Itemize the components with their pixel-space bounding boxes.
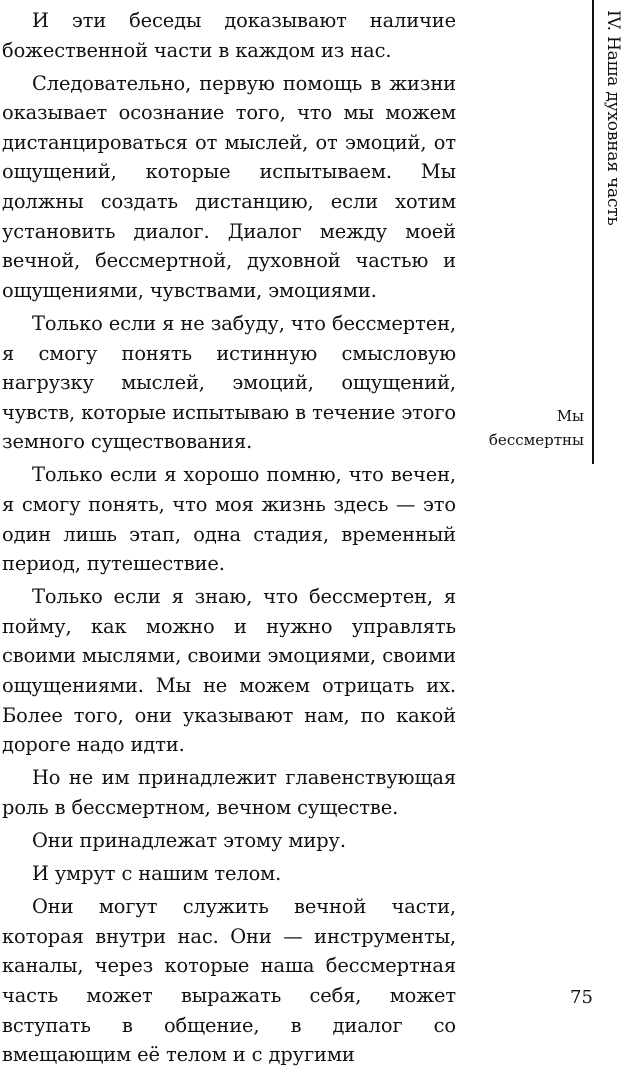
page-number: 75 bbox=[570, 987, 593, 1008]
paragraph-1: И эти беседы доказывают наличие божественной части в каждом из нас. bbox=[2, 9, 456, 62]
paragraph-4: Только если я хорошо помню, что вечен, я смогу понять, что моя жизнь здесь — это один лишь этап, одна стадия, временный период, путешествие. bbox=[2, 463, 456, 576]
margin-note-line-2: бессмертны bbox=[488, 431, 584, 449]
running-head: IV. Наша духовная часть bbox=[603, 10, 623, 226]
paragraph-7: Они принадлежат этому миру. bbox=[32, 829, 346, 853]
paragraph-8: И умрут с нашим телом. bbox=[32, 862, 282, 886]
paragraph-2: Следовательно, первую помощь в жизни оказывает осознание того, что мы можем дистанцироваться от мыслей, от эмоций, от ощущений, которые испытываем. Мы должны создать дистанцию, если хотим установить диалог. Диалог между моей вечной, бессмертной, духовной частью и ощущениями, чувствами, эмоциями. bbox=[2, 71, 456, 302]
paragraph-9: Они могут служить вечной части, которая внутри нас. Они — инструменты, каналы, через которые наша бессмертная часть может выражать себя, может вступать в общение, в диалог со вмещающим её телом и с другими bbox=[2, 895, 456, 1067]
paragraph-3: Только если я не забуду, что бессмертен, я смогу понять истинную смысловую нагрузку мыслей, эмоций, ощущений, чувств, которые испытываю в течение этого земного существования. bbox=[2, 311, 456, 454]
sidebar-rule bbox=[592, 0, 594, 464]
margin-note-line-1: Мы bbox=[556, 407, 584, 425]
paragraph-5: Только если я знаю, что бессмертен, я пойму, как можно и нужно управлять своими мыслями, своими эмоциями, своими ощущениями. Мы не можем отрицать их. Более того, они указывают нам, по какой дороге надо идти. bbox=[2, 585, 456, 757]
paragraph-6: Но не им принадлежит главенствующая роль в бессмертном, вечном существе. bbox=[2, 766, 456, 819]
body-text bbox=[2, 6, 456, 1073]
margin-note bbox=[474, 404, 584, 452]
